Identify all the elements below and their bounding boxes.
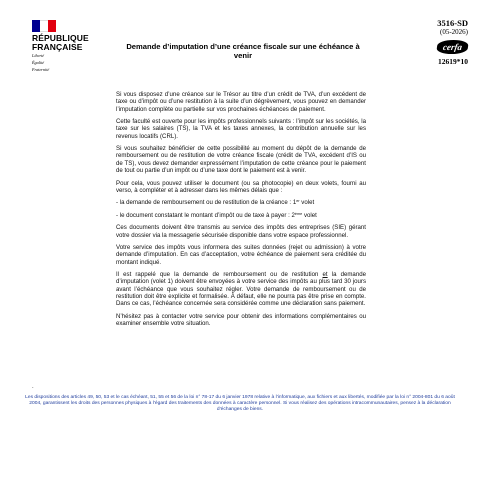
list-item-volet-2: - le document constatant le montant d’impôt ou de taxe à payer : 2ème volet bbox=[116, 211, 317, 219]
form-number: 3516-SD bbox=[437, 18, 468, 28]
paragraph-9: Il est rappelé que la demande de remboursement ou de restitution et la demande d’imputation (volet 1) doivent être envoyées à votre service des impôts au plus tard 30 jours avant l’échéance que vous souhaitez régler. Votre demande de remboursement ou de restitution doit être explicite et formalisée. À défaut, elle ne pourra pas être prise en compte. Dans ce cas, l’échéance concernée sera considérée comme une déclaration sans paiement. bbox=[116, 271, 366, 308]
logo-motto-2: Égalité bbox=[32, 59, 45, 65]
cerfa-logo: cerfa bbox=[436, 40, 469, 54]
paragraph-10: N’hésitez pas à contacter votre service pour obtenir des informations complémentaires ou examiner ensemble votre situation. bbox=[116, 312, 366, 328]
logo-line-1: RÉPUBLIQUE bbox=[32, 33, 89, 43]
list-item-volet-1: - la demande de remboursement ou de restitution de la créance : 1er volet bbox=[116, 199, 315, 207]
cerfa-number: 12619*10 bbox=[438, 57, 468, 66]
marianne-flag-icon bbox=[32, 20, 56, 32]
form-date: (05-2026) bbox=[440, 28, 468, 36]
logo-motto-3: Fraternité bbox=[32, 66, 50, 72]
document-title: Demande d’imputation d’une créance fiscale sur une échéance à venir bbox=[126, 42, 360, 60]
paragraph-4: Pour cela, vous pouvez utiliser le document (ou sa photocopie) en deux volets, fourni au verso, à compléter et à adresser dans les mêmes délais que : bbox=[116, 179, 366, 194]
legal-notice: Les dispositions des articles 49, 50, 53 et le cas échéant, 51, 55 et 56 de la loi n° 78-17 du 6 janvier 1978 relative à l’informatique, aux fichiers et aux libertés, modifiée par la loi n° 2004-801 du 6 août 2004, garantissent les droits des personnes physiques à l’égard des traitements des données à caractère personnel. Si vous réalisez des opérations intracommunautaires, pensez à la déclaration d’échanges de biens. bbox=[25, 395, 455, 413]
paragraph-1: Si vous disposez d’une créance sur le Trésor au titre d’un crédit de TVA, d’un excédent de taxe ou d’impôt ou d’une restitution à la suite d’un dégrèvement, vous pouvez en demander l’imputation complète ou partielle sur vos prochaines échéances de paiement. bbox=[116, 91, 366, 113]
republique-francaise-logo bbox=[32, 20, 112, 72]
form-reference bbox=[406, 18, 468, 67]
paragraph-3: Si vous souhaitez bénéficier de cette possibilité au moment du dépôt de la demande de remboursement ou de restitution de votre créance fiscale (crédit de TVA, excédent d’IS ou de TS), vous devez demander expressément l’imputation de cette créance pour le paiement de tout ou partie d’un impôt ou d’une taxe dont le paiement est à venir. bbox=[116, 145, 366, 175]
stray-dot: . bbox=[32, 384, 34, 390]
logo-motto-1: Liberté bbox=[32, 53, 45, 58]
paragraph-8: Votre service des impôts vous informera des suites données (rejet ou admission) à votre demande d’imputation. En cas d’acceptation, votre échéance de paiement sera créditée du montant indiqué. bbox=[116, 244, 366, 266]
logo-line-2: FRANÇAISE bbox=[32, 42, 83, 52]
paragraph-2: Cette faculté est ouverte pour les impôts professionnels suivants : l’impôt sur les sociétés, la taxe sur les salaires (TS), la TVA et les taxes annexes, la contribution annuelle sur les revenus locatifs (CRL). bbox=[116, 118, 366, 140]
instructions-body bbox=[116, 91, 366, 333]
paragraph-7: Ces documents doivent être transmis au service des impôts des entreprises (SIE) gérant votre dossier via la messagerie sécurisée disponible dans votre espace professionnel. bbox=[116, 224, 366, 239]
